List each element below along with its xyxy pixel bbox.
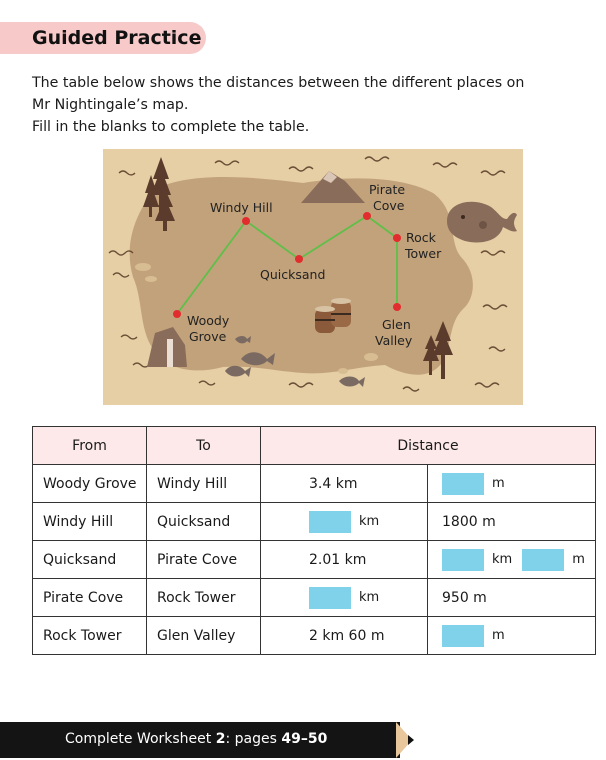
unit-label: km [359, 514, 380, 529]
unit-label: km [492, 552, 513, 567]
distance-table [32, 426, 596, 655]
quicksand-label: Quicksand [260, 267, 326, 282]
unit-label: m [492, 628, 505, 643]
rock-tower-label: Rock [406, 230, 436, 245]
glen-valley-label: Valley [375, 333, 413, 348]
answer-blank[interactable] [442, 549, 484, 571]
pirate-cove-label: Pirate [369, 182, 406, 197]
cell-distance-converted [428, 541, 596, 579]
table-header-row [33, 427, 596, 465]
windy-hill-label: Windy Hill [210, 200, 273, 215]
cell-to: Pirate Cove [147, 541, 261, 579]
woody-grove-label: Grove [189, 329, 227, 344]
table-row [33, 503, 596, 541]
header-from: From [33, 427, 147, 465]
cell-to: Rock Tower [147, 579, 261, 617]
quicksand-point [295, 255, 303, 263]
footer-text: Complete Worksheet 2: pages 49–50 [65, 731, 328, 747]
instruction-line: Mr Nightingale’s map. [32, 97, 189, 113]
unit-label: m [572, 552, 585, 567]
unit-label: km [359, 590, 380, 605]
section-banner [0, 22, 206, 54]
cell-distance [261, 579, 428, 617]
table-row [33, 617, 596, 655]
pencil-tip-icon [396, 722, 422, 758]
instruction-line: The table below shows the distances between the different places on [32, 75, 525, 91]
woody-grove-point [173, 310, 181, 318]
rock-tower-label: Tower [405, 246, 442, 261]
woody-grove-label: Woody [187, 313, 230, 328]
table-row [33, 541, 596, 579]
answer-blank[interactable] [442, 473, 484, 495]
instructions [32, 72, 572, 138]
instruction-line: Fill in the blanks to complete the table. [32, 119, 310, 135]
cell-distance-converted: 1800 m [428, 503, 596, 541]
rock-tower-point [393, 234, 401, 242]
answer-blank[interactable] [442, 625, 484, 647]
windy-hill-point [242, 217, 250, 225]
cell-to: Quicksand [147, 503, 261, 541]
table-row [33, 579, 596, 617]
cell-from: Pirate Cove [33, 579, 147, 617]
section-title: Guided Practice [32, 27, 202, 49]
cell-from: Windy Hill [33, 503, 147, 541]
cell-distance-converted [428, 617, 596, 655]
cell-from: Woody Grove [33, 465, 147, 503]
pirate-cove-label: Cove [373, 198, 405, 213]
header-distance: Distance [261, 427, 596, 465]
glen-valley-point [393, 303, 401, 311]
cell-distance [261, 503, 428, 541]
answer-blank[interactable] [309, 511, 351, 533]
treasure-map [103, 149, 523, 405]
cell-from: Quicksand [33, 541, 147, 579]
answer-blank[interactable] [522, 549, 564, 571]
cell-distance: 3.4 km [261, 465, 428, 503]
answer-blank[interactable] [309, 587, 351, 609]
cell-to: Glen Valley [147, 617, 261, 655]
unit-label: m [492, 476, 505, 491]
cell-distance-converted: 950 m [428, 579, 596, 617]
cell-from: Rock Tower [33, 617, 147, 655]
cell-to: Windy Hill [147, 465, 261, 503]
cell-distance-converted [428, 465, 596, 503]
cell-distance: 2.01 km [261, 541, 428, 579]
cell-distance: 2 km 60 m [261, 617, 428, 655]
worksheet-footer [0, 722, 400, 758]
glen-valley-label: Glen [382, 317, 411, 332]
pirate-cove-point [363, 212, 371, 220]
header-to: To [147, 427, 261, 465]
table-row [33, 465, 596, 503]
